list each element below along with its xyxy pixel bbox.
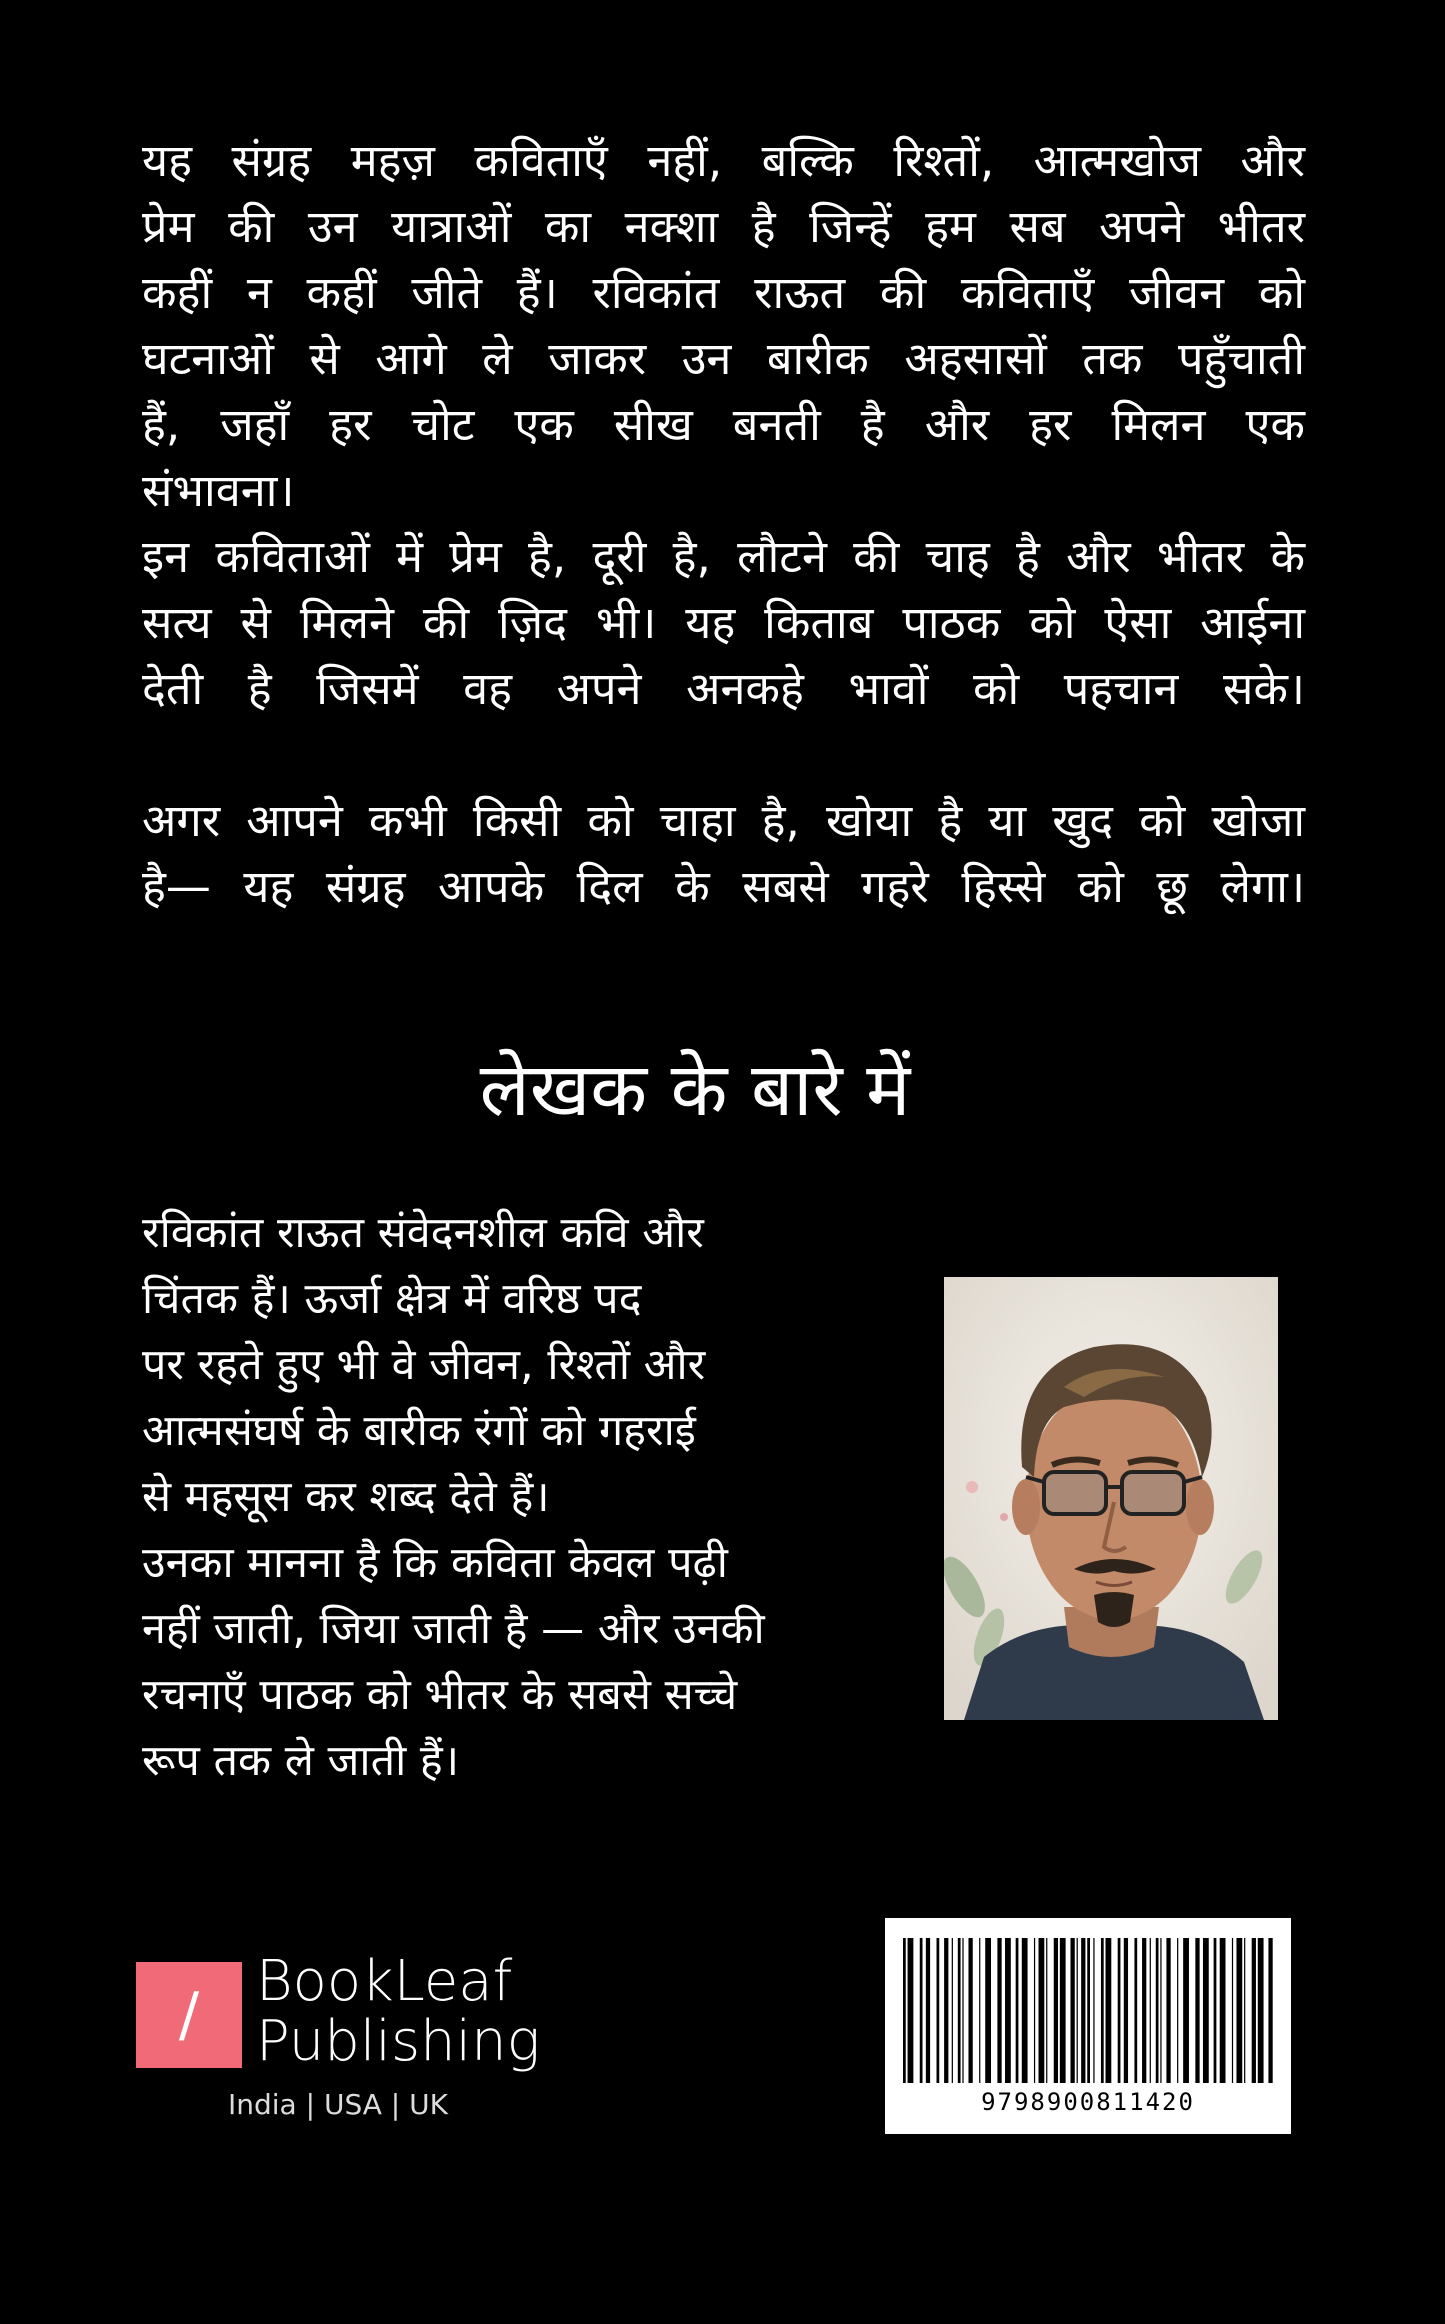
barcode-bar	[1142, 1938, 1146, 2083]
blurb-line: हैं, जहाँ हर चोट एक सीख बनती है और हर मिलन एक	[142, 398, 1305, 451]
barcode-bar	[1220, 1938, 1226, 2083]
barcode-bar	[1077, 1938, 1078, 2083]
bio-line: रूप तक ले जाती हैं।	[142, 1736, 460, 1786]
blurb-line: है— यह संग्रह आपके दिल के सबसे गहरे हिस्से को छू लेगा।	[142, 860, 1305, 913]
blurb-line: कहीं न कहीं जीते हैं। रविकांत राऊत की कविताएँ जीवन को	[142, 266, 1305, 319]
barcode-bar	[1016, 1938, 1019, 2083]
about-author-heading: लेखक के बारे में	[479, 1047, 911, 1133]
barcode-bar	[1156, 1938, 1159, 2083]
bio-line: चिंतक हैं। ऊर्जा क्षेत्र में वरिष्ठ पद	[142, 1274, 642, 1324]
barcode-bar	[997, 1938, 1001, 2083]
barcode-bar	[1101, 1938, 1104, 2083]
barcode-bar	[1106, 1938, 1112, 2083]
barcode-bar	[962, 1938, 963, 2083]
blurb-line: देती है जिसमें वह अपने अनकहे भावों को पहचान सके।	[142, 662, 1305, 715]
author-bio	[142, 1200, 862, 1794]
barcode-bar	[979, 1938, 980, 2083]
barcode-bar	[944, 1938, 948, 2083]
barcode-bar	[1005, 1938, 1011, 2083]
bio-line: पर रहते हुए भी वे जीवन, रिश्तों और	[142, 1340, 706, 1390]
publisher-logo	[136, 1949, 556, 2138]
barcode-bar	[1177, 1938, 1178, 2083]
barcode-bar	[920, 1938, 923, 2083]
barcode-bar	[1134, 1938, 1137, 2083]
barcode-bar	[1252, 1938, 1256, 2083]
barcode-bar	[1268, 1938, 1272, 2083]
blurb-line: संभावना।	[142, 464, 295, 517]
barcode-bar	[1195, 1938, 1199, 2083]
barcode-bar	[903, 1938, 906, 2083]
barcode-bars	[903, 1938, 1273, 2083]
publisher-regions: India | USA | UK	[228, 2088, 448, 2121]
blurb-line: अगर आपने कभी किसी को चाहा है, खोया है या खुद को खोजा	[142, 794, 1305, 847]
barcode-bar	[1070, 1938, 1074, 2083]
barcode-bar	[1046, 1938, 1047, 2083]
blurb-line: यह संग्रह महज़ कविताएँ नहीं, बल्कि रिश्तों, आत्मखोज और	[142, 134, 1305, 187]
barcode-bar	[937, 1938, 940, 2083]
blurb-line: इन कविताओं में प्रेम है, दूरी है, लौटने की चाह है और भीतर के	[142, 530, 1305, 583]
blurb-line: घटनाओं से आगे ले जाकर उन बारीक अहसासों तक पहुँचाती	[142, 332, 1305, 385]
barcode-bar	[1203, 1938, 1209, 2083]
bio-line: नहीं जाती, जिया जाती है — और उनकी	[142, 1604, 765, 1654]
publisher-name-line1: BookLeaf	[256, 1949, 513, 2014]
bio-line: रविकांत राऊत संवेदनशील कवि और	[142, 1208, 704, 1258]
paragraph-gap	[142, 722, 1305, 788]
isbn-number: 9798900811420	[981, 2088, 1195, 2116]
barcode-bar	[1060, 1938, 1066, 2083]
barcode-bar	[1236, 1938, 1242, 2083]
barcode-bar	[952, 1938, 953, 2083]
barcode-bar	[968, 1938, 972, 2083]
barcode-bar	[1214, 1938, 1217, 2083]
barcode-bar	[1039, 1938, 1045, 2083]
isbn-barcode	[885, 1918, 1291, 2134]
author-portrait-illustration	[944, 1277, 1278, 1720]
back-cover-blurb	[142, 128, 1305, 920]
barcode-bar	[1093, 1938, 1094, 2083]
blurb-line: प्रेम की उन यात्राओं का नक्शा है जिन्हें हम सब अपने भीतर	[142, 200, 1305, 253]
barcode-bar	[1160, 1938, 1161, 2083]
bio-line: रचनाएँ पाठक को भीतर के सबसे सच्चे	[142, 1670, 738, 1720]
barcode-bar	[926, 1938, 930, 2083]
barcode-bar	[908, 1938, 914, 2083]
barcode-bar	[1258, 1938, 1264, 2083]
barcode-bar	[1054, 1938, 1058, 2083]
author-photo	[944, 1277, 1278, 1720]
barcode-bar	[1087, 1938, 1090, 2083]
barcode-bar	[1034, 1938, 1035, 2083]
barcode-bar	[1232, 1938, 1233, 2083]
bio-line: उनका मानना है कि कविता केवल पढ़ी	[142, 1538, 728, 1588]
bio-line: से महसूस कर शब्द देते हैं।	[142, 1472, 550, 1522]
barcode-bar	[1081, 1938, 1085, 2083]
barcode-bar	[1166, 1938, 1170, 2083]
barcode-bar	[1244, 1938, 1245, 2083]
barcode-bar	[985, 1938, 991, 2083]
barcode-bar	[1022, 1938, 1028, 2083]
barcode-bar	[1124, 1938, 1128, 2083]
barcode-bar	[1183, 1938, 1189, 2083]
barcode-bar	[958, 1938, 961, 2083]
bio-line: आत्मसंघर्ष के बारीक रंगों को गहराई	[142, 1406, 696, 1456]
barcode-bar	[1118, 1938, 1121, 2083]
publisher-name-line2: Publishing	[256, 2009, 541, 2074]
publisher-name	[256, 1949, 541, 2074]
publisher-mark: /	[136, 1962, 242, 2068]
barcode-bar	[1150, 1938, 1151, 2083]
blurb-line: सत्य से मिलने की ज़िद भी। यह किताब पाठक को ऐसा आईना	[142, 596, 1305, 649]
